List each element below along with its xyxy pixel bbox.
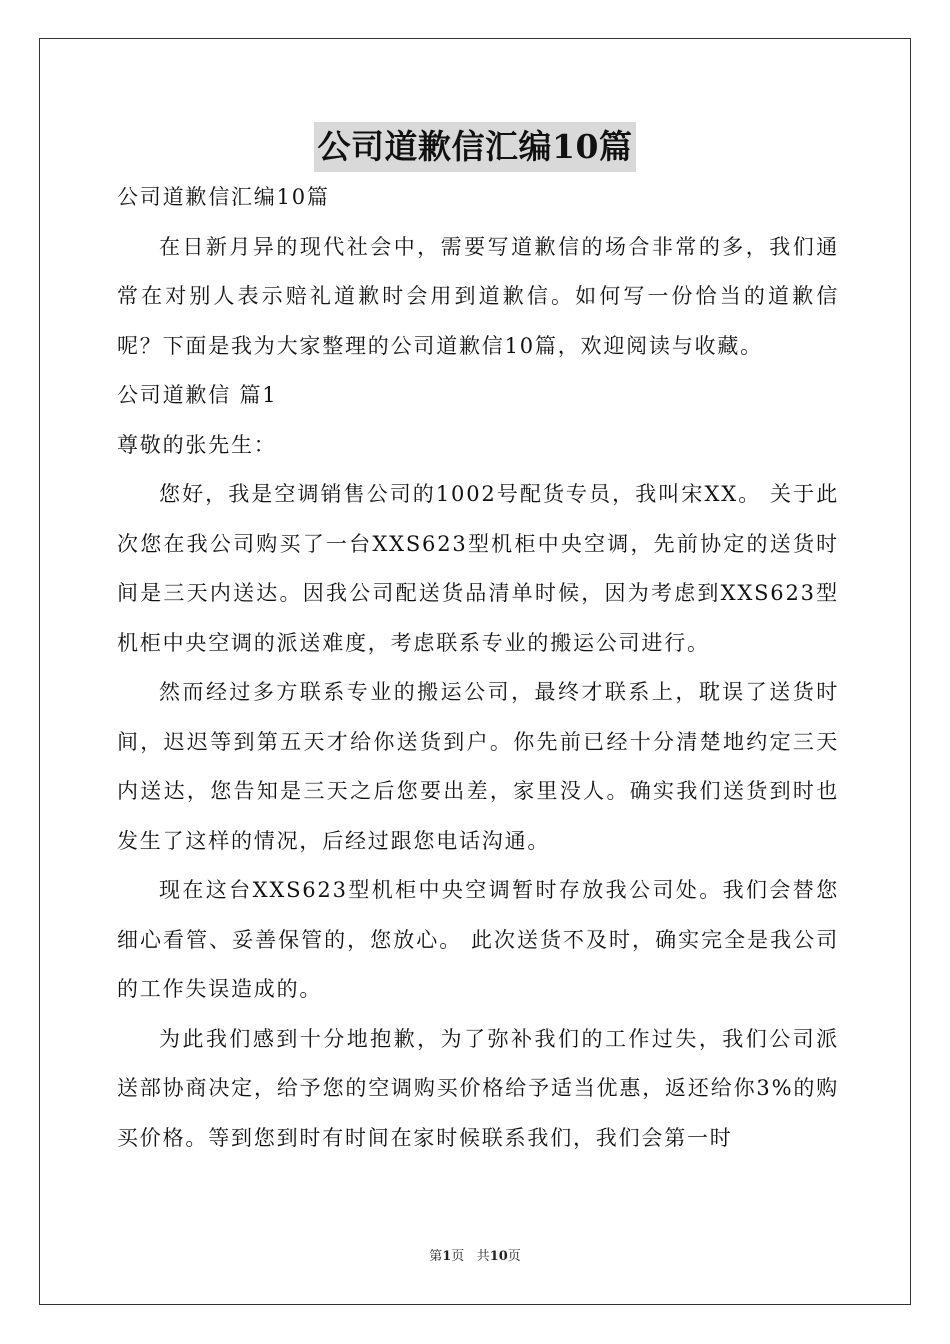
total-suffix: 页 (507, 1249, 521, 1264)
title-container (0, 122, 950, 172)
paragraph: 现在这台XXS623型机柜中央空调暂时存放我公司处。我们会替您细心看管、妥善保管的，您放心。 此次送货不及时，确实完全是我公司的工作失误造成的。 (117, 878, 839, 1001)
total-pages: 10 (489, 1249, 508, 1264)
page-footer (0, 1245, 950, 1264)
section-heading: 公司道歉信 篇1 (117, 383, 278, 407)
page-prefix: 第 (429, 1249, 443, 1264)
paragraph: 然而经过多方联系专业的搬运公司，最终才联系上，耽误了送货时间，迟迟等到第五天才给你送货到户。你先前已经十分清楚地约定三天内送达，您告知是三天之后您要出差，家里没人。确实我们送货到时也发生了这样的情况，后经过跟您电话沟通。 (117, 680, 839, 853)
page-suffix: 页 (451, 1249, 465, 1264)
document-body (117, 173, 839, 1163)
paragraph: 在日新月异的现代社会中，需要写道歉信的场合非常的多，我们通常在对别人表示赔礼道歉时会用到道歉信。如何写一份恰当的道歉信呢？下面是我为大家整理的公司道歉信10篇，欢迎阅读与收藏。 (117, 234, 839, 358)
document-title: 公司道歉信汇编10篇 (314, 122, 637, 172)
salutation: 尊敬的张先生： (117, 432, 277, 457)
paragraph: 公司道歉信汇编10篇 (117, 185, 330, 209)
paragraph: 为此我们感到十分地抱歉，为了弥补我们的工作过失，我们公司派送部协商决定，给予您的空调购买价格给予适当优惠，返还给你3%的购买价格。等到您到时有时间在家时候联系我们，我们会第一时 (117, 1026, 839, 1150)
page-number: 1 (442, 1249, 452, 1264)
paragraph: 您好，我是空调销售公司的1002号配货专员，我叫宋XX。 关于此次您在我公司购买了一台XXS623型机柜中央空调，先前协定的送货时间是三天内送达。因我公司配送货品清单时候，因为考虑到XXS623型机柜中央空调的派送难度，考虑联系专业的搬运公司进行。 (117, 482, 839, 655)
total-prefix: 共 (476, 1249, 490, 1264)
